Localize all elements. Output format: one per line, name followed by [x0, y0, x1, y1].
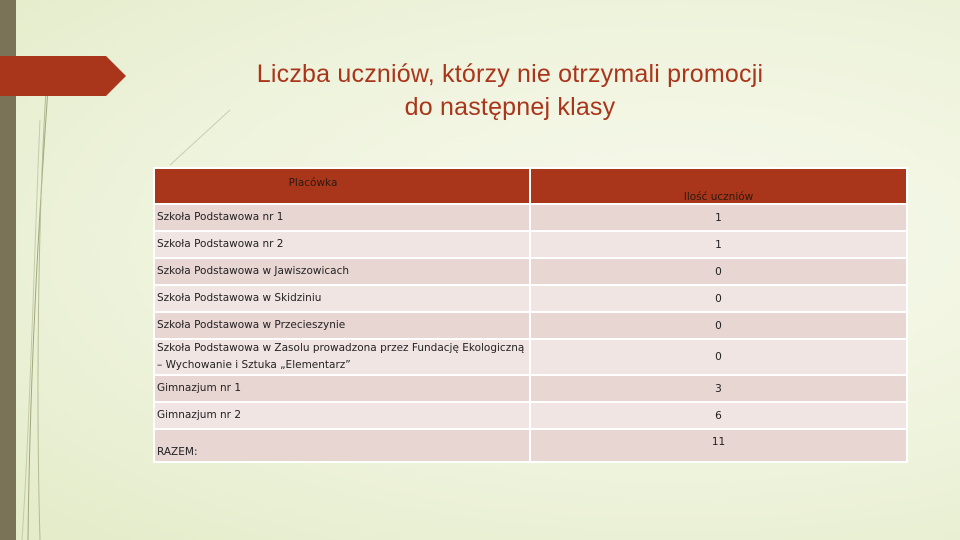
row-value: 0 [530, 339, 907, 375]
header-placowka: Placówka [154, 168, 530, 204]
row-name: Szkoła Podstawowa w Skidziniu [154, 285, 530, 312]
row-name: Szkoła Podstawowa nr 2 [154, 231, 530, 258]
row-value: 0 [530, 312, 907, 339]
row-value: 1 [530, 204, 907, 231]
table-row [154, 258, 907, 285]
table-row [154, 339, 907, 375]
header-ilosc: Ilość uczniów [530, 168, 907, 204]
table-row [154, 402, 907, 429]
title-line-2: do następnej klasy [404, 93, 616, 121]
total-label: RAZEM: [154, 429, 530, 462]
table-row [154, 312, 907, 339]
results-table [153, 167, 908, 463]
row-name: Szkoła Podstawowa w Przecieszynie [154, 312, 530, 339]
row-value: 3 [530, 375, 907, 402]
title-line-1: Liczba uczniów, którzy nie otrzymali promocji [256, 60, 764, 88]
row-name: Szkoła Podstawowa w Jawiszowicach [154, 258, 530, 285]
row-value: 0 [530, 258, 907, 285]
row-value: 0 [530, 285, 907, 312]
table-row [154, 204, 907, 231]
table-header-row [154, 168, 907, 204]
row-name: Gimnazjum nr 1 [154, 375, 530, 402]
slide-title [150, 58, 870, 124]
table-total-row [154, 429, 907, 462]
total-value: 11 [530, 429, 907, 462]
row-name: Gimnazjum nr 2 [154, 402, 530, 429]
row-name: Szkoła Podstawowa w Zasolu prowadzona przez Fundację Ekologiczną – Wychowanie i Sztuka „Elementarz” [154, 339, 530, 375]
row-name: Szkoła Podstawowa nr 1 [154, 204, 530, 231]
table-row [154, 285, 907, 312]
row-value: 1 [530, 231, 907, 258]
title-arrow-tab [0, 56, 126, 96]
table-row [154, 231, 907, 258]
table-row [154, 375, 907, 402]
row-value: 6 [530, 402, 907, 429]
